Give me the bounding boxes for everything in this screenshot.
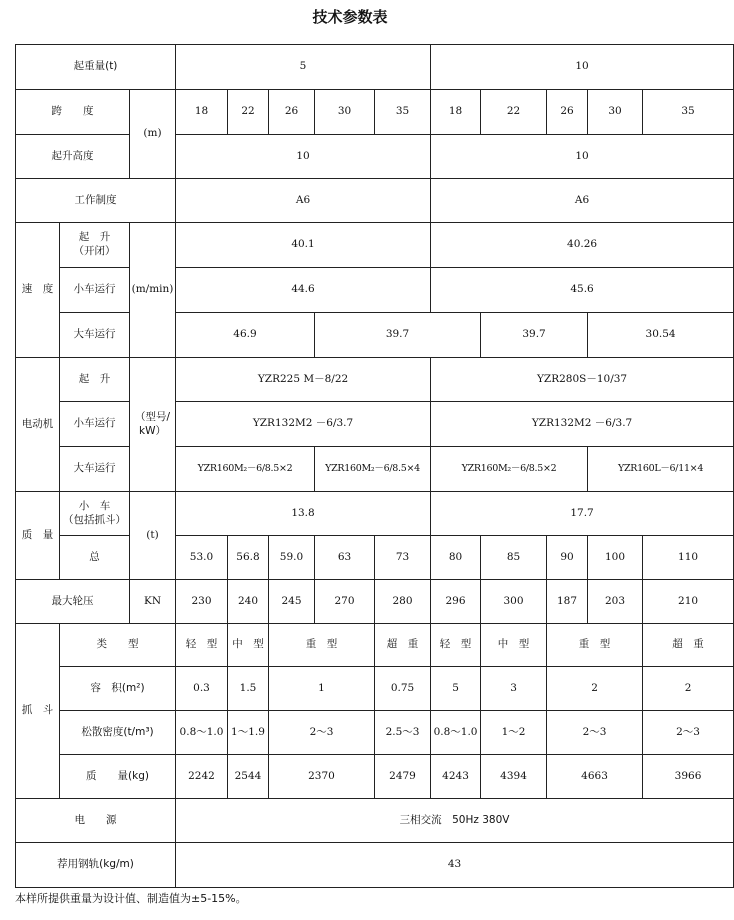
unit-model-kw: （型号/ kW） xyxy=(130,358,176,492)
page-title: 技术参数表 xyxy=(312,8,388,26)
grab-weight-value: 2544 xyxy=(228,755,269,799)
label-speed-trolley: 小车运行 xyxy=(60,268,130,313)
wheel-load-value: 187 xyxy=(547,580,588,624)
row-motor-trolley xyxy=(16,402,734,447)
motor-hoist-5t: YZR225 M－8/22 xyxy=(176,358,431,402)
footnote: 本样所提供重量为设计值、制造值为±5-15%。 xyxy=(15,892,247,905)
wheel-load-value: 240 xyxy=(228,580,269,624)
grab-density-value: 0.8～1.0 xyxy=(431,711,481,755)
label-motor-trolley: 小车运行 xyxy=(60,402,130,447)
row-span xyxy=(16,90,734,135)
label-wheel-load: 最大轮压 xyxy=(16,580,130,624)
grab-volume-value: 2 xyxy=(643,667,734,711)
mass-total-value: 59.0 xyxy=(269,536,315,580)
span-value: 26 xyxy=(547,90,588,135)
row-mass-total xyxy=(16,536,734,580)
capacity-10t: 10 xyxy=(431,45,734,90)
label-span: 跨 度 xyxy=(16,90,130,135)
label-motor-group: 电动机 xyxy=(16,358,60,492)
label-grab-density: 松散密度(t/m³) xyxy=(60,711,176,755)
speed-crane-value: 30.54 xyxy=(588,313,734,358)
mass-total-value: 85 xyxy=(481,536,547,580)
power-value: 三相交流 50Hz 380V xyxy=(176,799,734,843)
duty-5t: A6 xyxy=(176,179,431,223)
label-motor-hoist: 起 升 xyxy=(60,358,130,402)
label-power: 电 源 xyxy=(16,799,176,843)
speed-crane-value: 39.7 xyxy=(315,313,481,358)
row-duty xyxy=(16,179,734,223)
span-value: 18 xyxy=(176,90,228,135)
grab-volume-value: 1 xyxy=(269,667,375,711)
lift-height-10t: 10 xyxy=(431,135,734,179)
row-grab-type xyxy=(16,624,734,667)
rail-value: 43 xyxy=(176,843,734,888)
grab-volume-value: 2 xyxy=(547,667,643,711)
speed-hoist-10t: 40.26 xyxy=(431,223,734,268)
speed-trolley-5t: 44.6 xyxy=(176,268,431,313)
row-power xyxy=(16,799,734,843)
label-grab-volume: 容 积(m²) xyxy=(60,667,176,711)
label-mass-trolley: 小 车 （包括抓斗） xyxy=(60,492,130,536)
unit-kn: KN xyxy=(130,580,176,624)
grab-type-value: 重 型 xyxy=(547,624,643,667)
wheel-load-value: 296 xyxy=(431,580,481,624)
duty-10t: A6 xyxy=(431,179,734,223)
span-value: 30 xyxy=(315,90,375,135)
mass-total-value: 56.8 xyxy=(228,536,269,580)
row-rail xyxy=(16,843,734,888)
grab-weight-value: 3966 xyxy=(643,755,734,799)
label-rail: 荐用钢轨(kg/m) xyxy=(16,843,176,888)
mass-total-value: 110 xyxy=(643,536,734,580)
grab-type-value: 轻 型 xyxy=(176,624,228,667)
motor-crane-value: YZR160M₂－6/8.5×2 xyxy=(176,447,315,492)
row-grab-volume xyxy=(16,667,734,711)
mass-total-value: 73 xyxy=(375,536,431,580)
wheel-load-value: 270 xyxy=(315,580,375,624)
row-lift-height xyxy=(16,135,734,179)
mass-total-value: 80 xyxy=(431,536,481,580)
grab-density-value: 0.8～1.0 xyxy=(176,711,228,755)
mass-total-value: 63 xyxy=(315,536,375,580)
row-capacity xyxy=(16,45,734,90)
row-motor-crane xyxy=(16,447,734,492)
wheel-load-value: 280 xyxy=(375,580,431,624)
wheel-load-value: 230 xyxy=(176,580,228,624)
spec-table xyxy=(15,44,734,888)
row-speed-crane xyxy=(16,313,734,358)
motor-trolley-10t: YZR132M2 －6/3.7 xyxy=(431,402,734,447)
grab-density-value: 1～1.9 xyxy=(228,711,269,755)
unit-t: (t) xyxy=(130,492,176,580)
speed-crane-value: 39.7 xyxy=(481,313,588,358)
label-capacity: 起重量(t) xyxy=(16,45,176,90)
grab-type-value: 重 型 xyxy=(269,624,375,667)
span-value: 35 xyxy=(375,90,431,135)
row-grab-weight xyxy=(16,755,734,799)
grab-weight-value: 2370 xyxy=(269,755,375,799)
row-wheel-load xyxy=(16,580,734,624)
span-value: 18 xyxy=(431,90,481,135)
grab-volume-value: 5 xyxy=(431,667,481,711)
label-speed-group: 速 度 xyxy=(16,223,60,358)
span-value: 35 xyxy=(643,90,734,135)
label-mass-total: 总 xyxy=(60,536,130,580)
span-value: 30 xyxy=(588,90,643,135)
grab-type-value: 中 型 xyxy=(481,624,547,667)
row-speed-trolley xyxy=(16,268,734,313)
row-speed-hoist xyxy=(16,223,734,268)
grab-type-value: 中 型 xyxy=(228,624,269,667)
grab-weight-value: 4394 xyxy=(481,755,547,799)
grab-density-value: 1～2 xyxy=(481,711,547,755)
motor-trolley-5t: YZR132M2 －6/3.7 xyxy=(176,402,431,447)
mass-total-value: 100 xyxy=(588,536,643,580)
mass-trolley-10t: 17.7 xyxy=(431,492,734,536)
wheel-load-value: 245 xyxy=(269,580,315,624)
grab-volume-value: 0.75 xyxy=(375,667,431,711)
speed-crane-value: 46.9 xyxy=(176,313,315,358)
grab-type-value: 超 重 xyxy=(643,624,734,667)
grab-type-value: 轻 型 xyxy=(431,624,481,667)
label-grab-weight: 质 量(kg) xyxy=(60,755,176,799)
grab-volume-value: 1.5 xyxy=(228,667,269,711)
mass-trolley-5t: 13.8 xyxy=(176,492,431,536)
wheel-load-value: 210 xyxy=(643,580,734,624)
capacity-5t: 5 xyxy=(176,45,431,90)
label-grab-group: 抓 斗 xyxy=(16,624,60,799)
row-grab-density xyxy=(16,711,734,755)
grab-density-value: 2～3 xyxy=(269,711,375,755)
grab-density-value: 2～3 xyxy=(547,711,643,755)
grab-weight-value: 4243 xyxy=(431,755,481,799)
label-motor-crane: 大车运行 xyxy=(60,447,130,492)
row-motor-hoist xyxy=(16,358,734,402)
motor-crane-value: YZR160M₂－6/8.5×2 xyxy=(431,447,588,492)
grab-density-value: 2～3 xyxy=(643,711,734,755)
label-grab-type: 类 型 xyxy=(60,624,176,667)
grab-density-value: 2.5～3 xyxy=(375,711,431,755)
speed-hoist-5t: 40.1 xyxy=(176,223,431,268)
span-value: 22 xyxy=(481,90,547,135)
unit-m-per-min: (m/min) xyxy=(130,223,176,358)
mass-total-value: 90 xyxy=(547,536,588,580)
grab-type-value: 超 重 xyxy=(375,624,431,667)
grab-volume-value: 3 xyxy=(481,667,547,711)
span-value: 22 xyxy=(228,90,269,135)
wheel-load-value: 300 xyxy=(481,580,547,624)
label-lift-height: 起升高度 xyxy=(16,135,130,179)
wheel-load-value: 203 xyxy=(588,580,643,624)
lift-height-5t: 10 xyxy=(176,135,431,179)
motor-hoist-10t: YZR280S－10/37 xyxy=(431,358,734,402)
grab-weight-value: 2242 xyxy=(176,755,228,799)
label-mass-group: 质 量 xyxy=(16,492,60,580)
label-duty: 工作制度 xyxy=(16,179,176,223)
unit-m: (m) xyxy=(130,90,176,179)
grab-weight-value: 4663 xyxy=(547,755,643,799)
grab-weight-value: 2479 xyxy=(375,755,431,799)
speed-trolley-10t: 45.6 xyxy=(431,268,734,313)
label-speed-hoist: 起 升 （开闭） xyxy=(60,223,130,268)
label-speed-crane: 大车运行 xyxy=(60,313,130,358)
motor-crane-value: YZR160L－6/11×4 xyxy=(588,447,734,492)
mass-total-value: 53.0 xyxy=(176,536,228,580)
row-mass-trolley xyxy=(16,492,734,536)
grab-volume-value: 0.3 xyxy=(176,667,228,711)
span-value: 26 xyxy=(269,90,315,135)
motor-crane-value: YZR160M₂－6/8.5×4 xyxy=(315,447,431,492)
